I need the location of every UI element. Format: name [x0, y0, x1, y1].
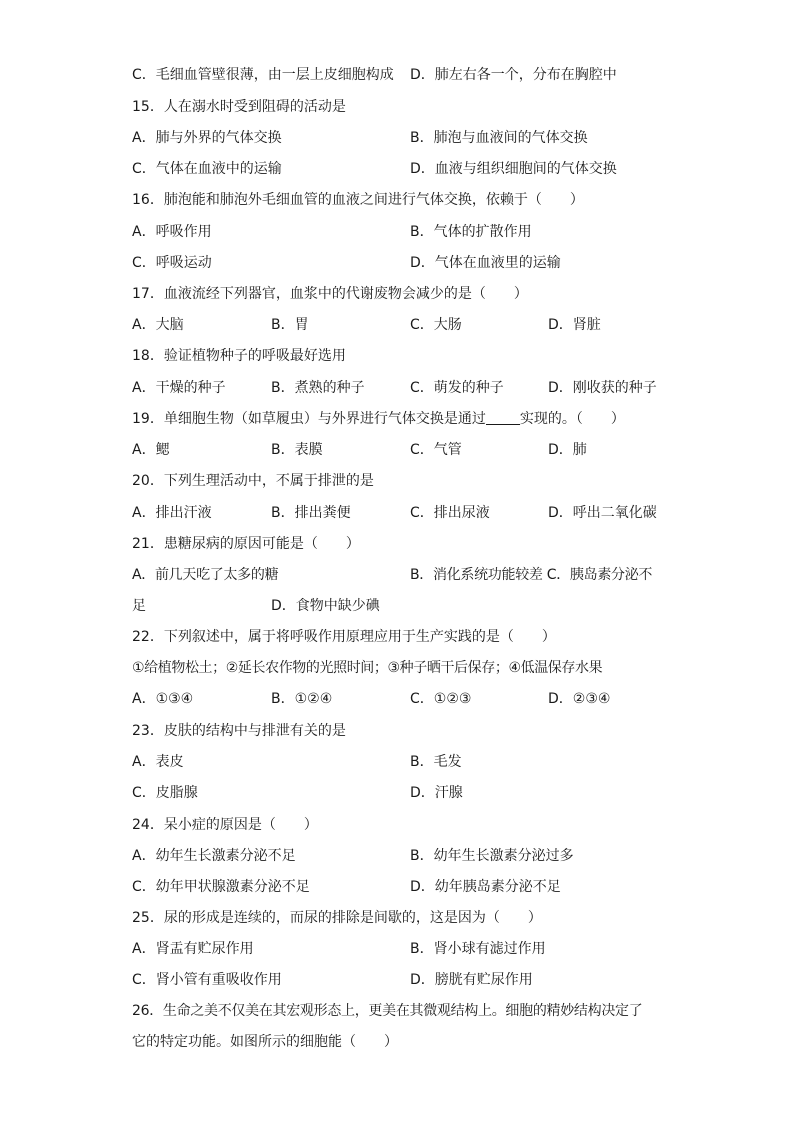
text-line	[132, 813, 672, 837]
text-after-blank: 实现的。（ ）	[519, 411, 625, 427]
answer-option: C．排出尿液	[410, 505, 490, 521]
answer-option: C．幼年甲状腺激素分泌不足	[132, 879, 310, 895]
text-line	[132, 501, 672, 525]
line-text: 22．下列叙述中，属于将呼吸作用原理应用于生产实践的是（ ）	[132, 629, 556, 645]
answer-option: D．幼年胰岛素分泌不足	[410, 879, 561, 895]
answer-option: A．肾盂有贮尿作用	[132, 941, 254, 957]
line-text: 20．下列生理活动中，不属于排泄的是	[132, 473, 374, 489]
text-line	[132, 438, 672, 462]
answer-option: D．汗腺	[410, 785, 463, 801]
text-line	[132, 157, 672, 181]
text-line	[132, 656, 672, 680]
line-text: 21．患糖尿病的原因可能是（ ）	[132, 536, 360, 552]
answer-option: D．②③④	[548, 691, 611, 707]
answer-option: A．表皮	[132, 754, 184, 770]
text-line	[132, 563, 672, 587]
answer-option: D．肺	[548, 442, 587, 458]
line-text: 25．尿的形成是连续的，而尿的排除是间歇的，这是因为（ ）	[132, 910, 542, 926]
answer-option: C．萌发的种子	[410, 380, 504, 396]
text-line	[132, 313, 672, 337]
line-text: 24．呆小症的原因是（ ）	[132, 817, 318, 833]
text-line	[132, 937, 672, 961]
answer-option: C．肾小管有重吸收作用	[132, 972, 282, 988]
answer-option: A．大脑	[132, 317, 184, 333]
text-line	[132, 594, 672, 618]
text-line	[132, 376, 672, 400]
text-line	[132, 188, 672, 212]
text-line	[132, 750, 672, 774]
text-line	[132, 95, 672, 119]
text-line	[132, 968, 672, 992]
text-before-blank: 19．单细胞生物（如草履虫）与外界进行气体交换是通过	[132, 411, 486, 427]
answer-option: D．肺左右各一个，分布在胸腔中	[410, 67, 617, 83]
text-line	[132, 532, 672, 556]
answer-option: C．毛细血管壁很薄，由一层上皮细胞构成	[132, 67, 394, 83]
answer-option: C．大肠	[410, 317, 462, 333]
answer-option: B．①②④	[271, 691, 333, 707]
answer-option: D．血液与组织细胞间的气体交换	[410, 161, 617, 177]
text-line	[132, 906, 672, 930]
answer-option: 足	[132, 598, 146, 614]
text-line	[132, 407, 672, 431]
answer-option: B．肾小球有滤过作用	[410, 941, 546, 957]
answer-option: C．皮脂腺	[132, 785, 198, 801]
answer-option: B．肺泡与血液间的气体交换	[410, 130, 588, 146]
answer-option: A．干燥的种子	[132, 380, 226, 396]
line-text: 26．生命之美不仅美在其宏观形态上，更美在其微观结构上。细胞的精妙结构决定了	[132, 1003, 643, 1019]
answer-option: B．排出粪便	[271, 505, 351, 521]
line-text: 17．血液流经下列器官，血浆中的代谢废物会减少的是（ ）	[132, 286, 528, 302]
answer-option: D．刚收获的种子	[548, 380, 657, 396]
answer-option: D．肾脏	[548, 317, 601, 333]
text-line	[132, 719, 672, 743]
answer-option: B．煮熟的种子	[271, 380, 365, 396]
text-line	[132, 126, 672, 150]
answer-option: A．幼年生长激素分泌不足	[132, 848, 296, 864]
text-line	[132, 875, 672, 899]
text-line	[132, 625, 672, 649]
answer-option: A．呼吸作用	[132, 224, 212, 240]
answer-blank	[486, 408, 520, 425]
question-with-blank	[132, 407, 625, 431]
answer-option: C．气管	[410, 442, 462, 458]
answer-option: C．呼吸运动	[132, 255, 212, 271]
line-text: 23．皮肤的结构中与排泄有关的是	[132, 723, 346, 739]
line-text: 18．验证植物种子的呼吸最好选用	[132, 348, 346, 364]
answer-option: B．气体的扩散作用	[410, 224, 532, 240]
text-line	[132, 1030, 672, 1054]
line-text: ①给植物松土；②延长农作物的光照时间；③种子晒干后保存；④低温保存水果	[132, 660, 603, 676]
text-line	[132, 469, 672, 493]
line-text: 16．肺泡能和肺泡外毛细血管的血液之间进行气体交换，依赖于（ ）	[132, 192, 584, 208]
text-line	[132, 251, 672, 275]
text-line	[132, 63, 672, 87]
answer-option: A．肺与外界的气体交换	[132, 130, 282, 146]
line-text: 它的特定功能。如图所示的细胞能（ ）	[132, 1034, 398, 1050]
text-line	[132, 844, 672, 868]
text-line	[132, 282, 672, 306]
answer-option: D．呼出二氧化碳	[548, 505, 657, 521]
text-line	[132, 999, 672, 1023]
answer-option: B．毛发	[410, 754, 462, 770]
answer-option: A．①③④	[132, 691, 194, 707]
text-line	[132, 344, 672, 368]
answer-option: B．消化系统功能较差 C．胰岛素分泌不	[410, 567, 653, 583]
answer-option: D．膀胱有贮尿作用	[410, 972, 533, 988]
answer-option: B．幼年生长激素分泌过多	[410, 848, 574, 864]
answer-option: D．食物中缺少碘	[271, 598, 380, 614]
answer-option: C．气体在血液中的运输	[132, 161, 282, 177]
line-text: 15．人在溺水时受到阻碍的活动是	[132, 99, 346, 115]
answer-option: B．表膜	[271, 442, 323, 458]
text-line	[132, 220, 672, 244]
text-line	[132, 781, 672, 805]
answer-option: C．①②③	[410, 691, 472, 707]
text-line	[132, 687, 672, 711]
answer-option: A．排出汗液	[132, 505, 212, 521]
answer-option: A．鳃	[132, 442, 170, 458]
answer-option: D．气体在血液里的运输	[410, 255, 561, 271]
answer-option: A．前几天吃了太多的糖	[132, 567, 279, 583]
answer-option: B．胃	[271, 317, 309, 333]
